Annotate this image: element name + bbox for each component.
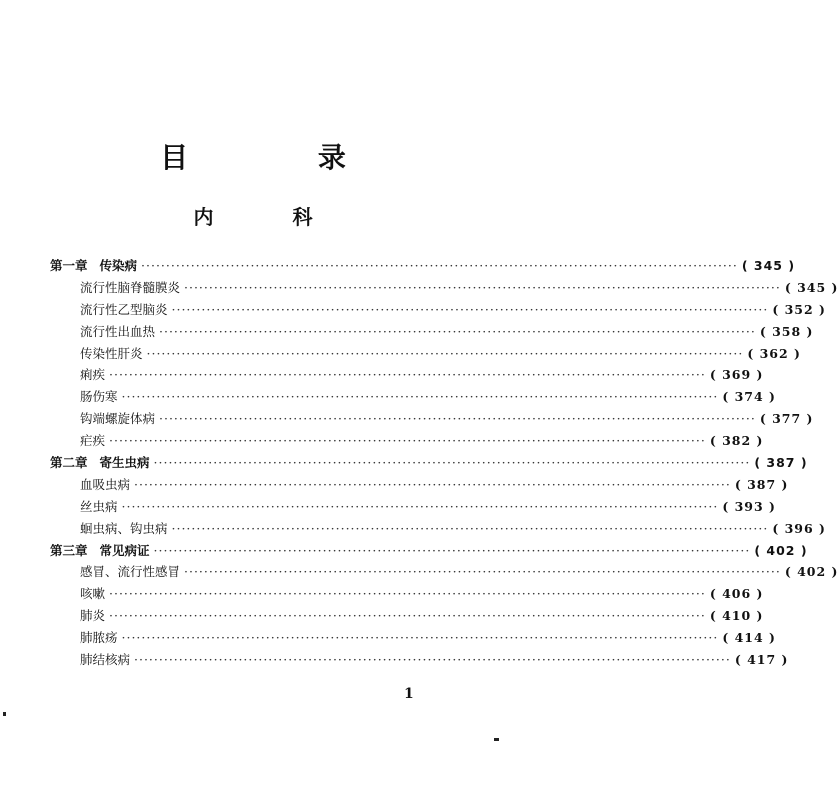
dot-leader: ························································································································ bbox=[159, 411, 756, 427]
entry-title: 流行性出血热 bbox=[80, 323, 156, 339]
page-reference: ( 345 ) bbox=[741, 258, 796, 273]
toc-chapter-row bbox=[50, 256, 796, 278]
entry-title: 血吸虫病 bbox=[80, 476, 131, 492]
chapter-number: 第一章 bbox=[50, 258, 88, 273]
toc-chapter-row bbox=[50, 541, 808, 563]
page-reference: ( 374 ) bbox=[722, 389, 776, 405]
dot-leader: ························································································································ bbox=[153, 542, 751, 558]
page-reference: ( 402 ) bbox=[754, 542, 808, 558]
entry-title: 蛔虫病、钩虫病 bbox=[80, 520, 168, 536]
toc-entry-row bbox=[50, 387, 776, 409]
page-reference: ( 382 ) bbox=[709, 433, 764, 449]
dot-leader: ························································································································ bbox=[121, 389, 719, 405]
page-reference: ( 402 ) bbox=[784, 564, 838, 580]
chapter-number: 第三章 bbox=[50, 542, 88, 558]
toc-entry-row bbox=[50, 431, 764, 453]
dot-leader: ························································································································ bbox=[121, 498, 719, 514]
dot-leader: ························································································································ bbox=[171, 301, 769, 317]
entry-title: 钩端螺旋体病 bbox=[80, 411, 156, 427]
page-reference: ( 410 ) bbox=[709, 608, 764, 624]
chapter-label bbox=[50, 256, 137, 274]
page-number: 1 bbox=[404, 686, 414, 702]
toc-entry-row bbox=[50, 365, 764, 387]
chapter-title: 常见病证 bbox=[99, 542, 150, 558]
dot-leader: ························································································································ bbox=[109, 367, 706, 383]
chapter-title: 寄生虫病 bbox=[99, 455, 150, 471]
page-reference: ( 387 ) bbox=[754, 455, 808, 471]
toc-entry-row bbox=[50, 344, 801, 366]
dot-leader: ························································································································ bbox=[109, 608, 706, 624]
entry-title: 流行性乙型脑炎 bbox=[80, 301, 168, 317]
toc-entry-row bbox=[50, 628, 776, 650]
entry-title: 痢疾 bbox=[80, 367, 106, 383]
page-reference: ( 396 ) bbox=[772, 520, 826, 536]
entry-title: 疟疾 bbox=[80, 433, 106, 449]
toc-entry-row bbox=[50, 322, 814, 344]
entry-title: 丝虫病 bbox=[80, 498, 118, 514]
entry-title: 传染性肝炎 bbox=[80, 345, 143, 361]
entry-title: 咳嗽 bbox=[80, 586, 106, 602]
chapter-label bbox=[50, 453, 150, 471]
toc-entry-row bbox=[50, 562, 838, 584]
dot-leader: ························································································································ bbox=[171, 520, 769, 536]
toc-entry-row bbox=[50, 606, 764, 628]
chapter-number: 第二章 bbox=[50, 455, 88, 471]
dot-leader: ························································································································ bbox=[153, 455, 751, 471]
scan-speck bbox=[494, 738, 499, 741]
page-reference: ( 414 ) bbox=[722, 630, 776, 646]
toc-entry-row bbox=[50, 278, 838, 300]
toc-entry-row bbox=[50, 497, 776, 519]
entry-title: 肺结核病 bbox=[80, 652, 131, 668]
dot-leader: ························································································································ bbox=[134, 476, 731, 492]
dot-leader: ························································································································ bbox=[159, 323, 756, 339]
page-reference: ( 417 ) bbox=[734, 652, 789, 668]
entry-title: 肺脓疡 bbox=[80, 630, 118, 646]
page-reference: ( 345 ) bbox=[784, 279, 838, 295]
toc-chapter-row bbox=[50, 453, 808, 475]
dot-leader: ························································································································ bbox=[146, 345, 744, 361]
dot-leader: ························································································································ bbox=[121, 630, 719, 646]
section-heading: 内 科 bbox=[193, 205, 349, 229]
page-reference: ( 406 ) bbox=[709, 586, 764, 602]
page-reference: ( 362 ) bbox=[747, 345, 801, 361]
dot-leader: ························································································································ bbox=[184, 564, 781, 580]
toc-entry-row bbox=[50, 300, 826, 322]
entry-title: 流行性脑脊髓膜炎 bbox=[80, 279, 181, 295]
chapter-label bbox=[50, 541, 150, 559]
scan-speck bbox=[3, 712, 6, 716]
chapter-title: 传染病 bbox=[99, 258, 138, 273]
toc-entry-row bbox=[50, 475, 789, 497]
page-title: 目 录 bbox=[160, 141, 406, 174]
dot-leader: ························································································································ bbox=[141, 258, 738, 273]
dot-leader: ························································································································ bbox=[109, 586, 706, 602]
toc-entry-row bbox=[50, 519, 826, 541]
page-reference: ( 369 ) bbox=[709, 367, 764, 383]
dot-leader: ························································································································ bbox=[134, 652, 731, 668]
page-reference: ( 358 ) bbox=[759, 323, 814, 339]
toc-entry-row bbox=[50, 650, 789, 672]
toc-entry-row bbox=[50, 409, 814, 431]
page-reference: ( 377 ) bbox=[759, 411, 814, 427]
toc-entry-row bbox=[50, 584, 764, 606]
entry-title: 感冒、流行性感冒 bbox=[80, 564, 181, 580]
entry-title: 肠伤寒 bbox=[80, 389, 118, 405]
page-reference: ( 387 ) bbox=[734, 476, 789, 492]
table-of-contents bbox=[50, 256, 838, 672]
entry-title: 肺炎 bbox=[80, 608, 106, 624]
dot-leader: ························································································································ bbox=[184, 279, 781, 295]
page-reference: ( 352 ) bbox=[772, 301, 826, 317]
dot-leader: ························································································································ bbox=[109, 433, 706, 449]
page-reference: ( 393 ) bbox=[722, 498, 776, 514]
